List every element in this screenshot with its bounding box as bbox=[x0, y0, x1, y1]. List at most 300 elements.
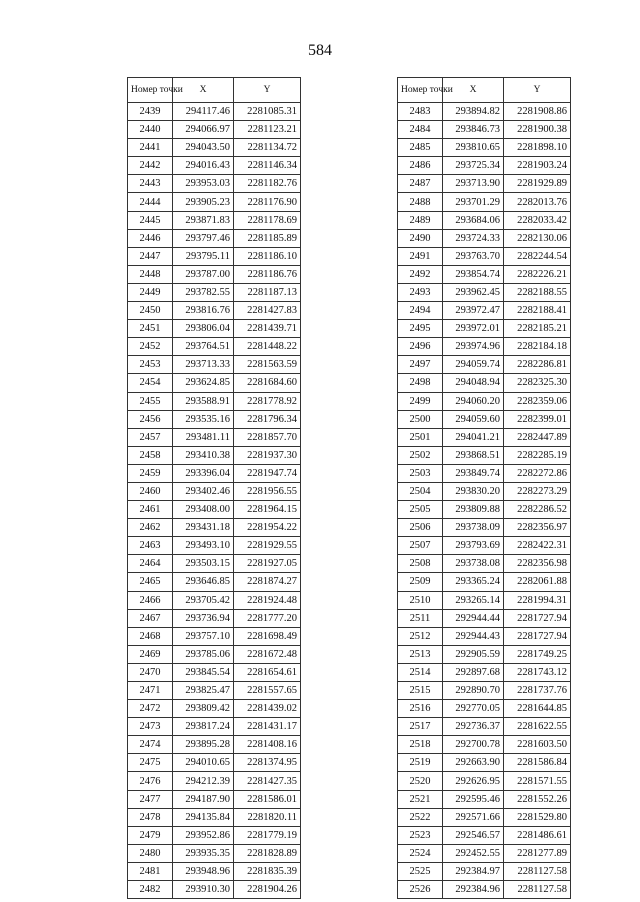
x-coordinate-cell: 293624.85 bbox=[173, 374, 234, 392]
x-coordinate-cell: 293785.06 bbox=[173, 645, 234, 663]
point-number-cell: 2481 bbox=[128, 862, 173, 880]
point-number-cell: 2477 bbox=[128, 790, 173, 808]
x-coordinate-cell: 293757.10 bbox=[173, 627, 234, 645]
y-coordinate-cell: 2281187.13 bbox=[234, 283, 301, 301]
table-row bbox=[398, 464, 571, 482]
x-coordinate-cell: 293830.20 bbox=[443, 482, 504, 500]
table-row bbox=[398, 193, 571, 211]
point-number-cell: 2457 bbox=[128, 428, 173, 446]
table-row bbox=[128, 302, 301, 320]
point-number-cell: 2490 bbox=[398, 229, 443, 247]
x-coordinate-cell: 293535.16 bbox=[173, 410, 234, 428]
table-row bbox=[128, 772, 301, 790]
x-coordinate-cell: 292384.96 bbox=[443, 881, 504, 899]
x-coordinate-cell: 294048.94 bbox=[443, 374, 504, 392]
x-coordinate-cell: 293713.33 bbox=[173, 356, 234, 374]
x-coordinate-cell: 293894.82 bbox=[443, 103, 504, 121]
table-row bbox=[128, 193, 301, 211]
point-number-cell: 2467 bbox=[128, 609, 173, 627]
point-number-cell: 2470 bbox=[128, 663, 173, 681]
x-coordinate-cell: 294010.65 bbox=[173, 754, 234, 772]
y-coordinate-cell: 2281123.21 bbox=[234, 121, 301, 139]
x-coordinate-cell: 293905.23 bbox=[173, 193, 234, 211]
point-number-cell: 2483 bbox=[398, 103, 443, 121]
y-coordinate-cell: 2281374.95 bbox=[234, 754, 301, 772]
table-row bbox=[128, 229, 301, 247]
table-row bbox=[398, 663, 571, 681]
x-coordinate-cell: 292944.44 bbox=[443, 609, 504, 627]
x-coordinate-cell: 292736.37 bbox=[443, 718, 504, 736]
y-coordinate-cell: 2281937.30 bbox=[234, 446, 301, 464]
point-number-cell: 2466 bbox=[128, 591, 173, 609]
table-row bbox=[398, 627, 571, 645]
point-number-cell: 2485 bbox=[398, 139, 443, 157]
y-coordinate-cell: 2282356.97 bbox=[504, 519, 571, 537]
x-coordinate-cell: 292897.68 bbox=[443, 663, 504, 681]
table-row bbox=[398, 772, 571, 790]
y-coordinate-cell: 2281586.84 bbox=[504, 754, 571, 772]
y-coordinate-cell: 2281427.35 bbox=[234, 772, 301, 790]
point-number-cell: 2522 bbox=[398, 808, 443, 826]
point-number-cell: 2475 bbox=[128, 754, 173, 772]
y-coordinate-cell: 2282272.86 bbox=[504, 464, 571, 482]
y-coordinate-cell: 2282033.42 bbox=[504, 211, 571, 229]
y-coordinate-cell: 2282325.30 bbox=[504, 374, 571, 392]
x-coordinate-cell: 292626.95 bbox=[443, 772, 504, 790]
y-coordinate-cell: 2281146.34 bbox=[234, 157, 301, 175]
point-number-cell: 2446 bbox=[128, 229, 173, 247]
point-number-cell: 2454 bbox=[128, 374, 173, 392]
point-number-cell: 2456 bbox=[128, 410, 173, 428]
x-coordinate-cell: 293806.04 bbox=[173, 320, 234, 338]
point-number-cell: 2486 bbox=[398, 157, 443, 175]
point-number-cell: 2445 bbox=[128, 211, 173, 229]
point-number-cell: 2514 bbox=[398, 663, 443, 681]
x-coordinate-cell: 294059.74 bbox=[443, 356, 504, 374]
point-number-cell: 2480 bbox=[128, 844, 173, 862]
column-header-x: X bbox=[443, 78, 504, 103]
point-number-cell: 2488 bbox=[398, 193, 443, 211]
x-coordinate-cell: 293646.85 bbox=[173, 573, 234, 591]
x-coordinate-cell: 294059.60 bbox=[443, 410, 504, 428]
x-coordinate-cell: 293736.94 bbox=[173, 609, 234, 627]
y-coordinate-cell: 2282285.19 bbox=[504, 446, 571, 464]
table-row bbox=[398, 392, 571, 410]
table-row bbox=[128, 501, 301, 519]
point-number-cell: 2474 bbox=[128, 736, 173, 754]
x-coordinate-cell: 293854.74 bbox=[443, 265, 504, 283]
x-coordinate-cell: 292770.05 bbox=[443, 700, 504, 718]
point-number-cell: 2447 bbox=[128, 247, 173, 265]
y-coordinate-cell: 2281737.76 bbox=[504, 682, 571, 700]
table-row bbox=[128, 211, 301, 229]
x-coordinate-cell: 293871.83 bbox=[173, 211, 234, 229]
y-coordinate-cell: 2282422.31 bbox=[504, 537, 571, 555]
y-coordinate-cell: 2282399.01 bbox=[504, 410, 571, 428]
point-number-cell: 2442 bbox=[128, 157, 173, 175]
point-number-cell: 2452 bbox=[128, 338, 173, 356]
table-row bbox=[128, 320, 301, 338]
table-row bbox=[398, 211, 571, 229]
x-coordinate-cell: 293402.46 bbox=[173, 482, 234, 500]
x-coordinate-cell: 292905.59 bbox=[443, 645, 504, 663]
table-row bbox=[398, 555, 571, 573]
y-coordinate-cell: 2281924.48 bbox=[234, 591, 301, 609]
x-coordinate-cell: 293493.10 bbox=[173, 537, 234, 555]
x-coordinate-cell: 293787.00 bbox=[173, 265, 234, 283]
table-row bbox=[398, 609, 571, 627]
y-coordinate-cell: 2282188.55 bbox=[504, 283, 571, 301]
y-coordinate-cell: 2281796.34 bbox=[234, 410, 301, 428]
y-coordinate-cell: 2282188.41 bbox=[504, 302, 571, 320]
y-coordinate-cell: 2281964.15 bbox=[234, 501, 301, 519]
point-number-cell: 2441 bbox=[128, 139, 173, 157]
point-number-cell: 2520 bbox=[398, 772, 443, 790]
x-coordinate-cell: 292384.97 bbox=[443, 862, 504, 880]
point-number-cell: 2497 bbox=[398, 356, 443, 374]
table-header-row bbox=[398, 78, 571, 103]
x-coordinate-cell: 293705.42 bbox=[173, 591, 234, 609]
x-coordinate-cell: 293810.65 bbox=[443, 139, 504, 157]
point-number-cell: 2479 bbox=[128, 826, 173, 844]
y-coordinate-cell: 2281182.76 bbox=[234, 175, 301, 193]
y-coordinate-cell: 2281186.10 bbox=[234, 247, 301, 265]
point-number-cell: 2494 bbox=[398, 302, 443, 320]
x-coordinate-cell: 293974.96 bbox=[443, 338, 504, 356]
y-coordinate-cell: 2281439.02 bbox=[234, 700, 301, 718]
x-coordinate-cell: 292571.66 bbox=[443, 808, 504, 826]
x-coordinate-cell: 292663.90 bbox=[443, 754, 504, 772]
table-row bbox=[398, 808, 571, 826]
table-row bbox=[128, 392, 301, 410]
table-row bbox=[128, 862, 301, 880]
y-coordinate-cell: 2281586.01 bbox=[234, 790, 301, 808]
table-row bbox=[398, 175, 571, 193]
y-coordinate-cell: 2281529.80 bbox=[504, 808, 571, 826]
x-coordinate-cell: 293948.96 bbox=[173, 862, 234, 880]
y-coordinate-cell: 2281927.05 bbox=[234, 555, 301, 573]
table-row bbox=[398, 428, 571, 446]
point-number-cell: 2478 bbox=[128, 808, 173, 826]
y-coordinate-cell: 2281185.89 bbox=[234, 229, 301, 247]
point-number-cell: 2450 bbox=[128, 302, 173, 320]
y-coordinate-cell: 2281085.31 bbox=[234, 103, 301, 121]
x-coordinate-cell: 294060.20 bbox=[443, 392, 504, 410]
point-number-cell: 2444 bbox=[128, 193, 173, 211]
x-coordinate-cell: 293410.38 bbox=[173, 446, 234, 464]
table-row bbox=[128, 808, 301, 826]
x-coordinate-cell: 292890.70 bbox=[443, 682, 504, 700]
x-coordinate-cell: 293763.70 bbox=[443, 247, 504, 265]
y-coordinate-cell: 2281743.12 bbox=[504, 663, 571, 681]
x-coordinate-cell: 294187.90 bbox=[173, 790, 234, 808]
point-number-cell: 2501 bbox=[398, 428, 443, 446]
x-coordinate-cell: 293588.91 bbox=[173, 392, 234, 410]
point-number-cell: 2443 bbox=[128, 175, 173, 193]
point-number-cell: 2449 bbox=[128, 283, 173, 301]
x-coordinate-cell: 293738.09 bbox=[443, 519, 504, 537]
point-number-cell: 2462 bbox=[128, 519, 173, 537]
point-number-cell: 2518 bbox=[398, 736, 443, 754]
table-row bbox=[398, 591, 571, 609]
y-coordinate-cell: 2282061.88 bbox=[504, 573, 571, 591]
x-coordinate-cell: 294066.97 bbox=[173, 121, 234, 139]
y-coordinate-cell: 2281903.24 bbox=[504, 157, 571, 175]
table-row bbox=[398, 121, 571, 139]
x-coordinate-cell: 293797.46 bbox=[173, 229, 234, 247]
table-row bbox=[398, 338, 571, 356]
table-row bbox=[398, 736, 571, 754]
table-row bbox=[398, 682, 571, 700]
x-coordinate-cell: 293701.29 bbox=[443, 193, 504, 211]
x-coordinate-cell: 293809.42 bbox=[173, 700, 234, 718]
table-row bbox=[398, 573, 571, 591]
table-row bbox=[398, 410, 571, 428]
point-number-cell: 2521 bbox=[398, 790, 443, 808]
table-row bbox=[128, 826, 301, 844]
y-coordinate-cell: 2281898.10 bbox=[504, 139, 571, 157]
table-row bbox=[128, 573, 301, 591]
x-coordinate-cell: 293935.35 bbox=[173, 844, 234, 862]
y-coordinate-cell: 2282244.54 bbox=[504, 247, 571, 265]
table-row bbox=[128, 555, 301, 573]
x-coordinate-cell: 293845.54 bbox=[173, 663, 234, 681]
x-coordinate-cell: 293910.30 bbox=[173, 881, 234, 899]
table-row bbox=[128, 790, 301, 808]
y-coordinate-cell: 2281176.90 bbox=[234, 193, 301, 211]
y-coordinate-cell: 2281828.89 bbox=[234, 844, 301, 862]
point-number-cell: 2458 bbox=[128, 446, 173, 464]
point-number-cell: 2511 bbox=[398, 609, 443, 627]
y-coordinate-cell: 2281178.69 bbox=[234, 211, 301, 229]
table-row bbox=[128, 103, 301, 121]
y-coordinate-cell: 2281408.16 bbox=[234, 736, 301, 754]
table-row bbox=[398, 283, 571, 301]
y-coordinate-cell: 2281134.72 bbox=[234, 139, 301, 157]
y-coordinate-cell: 2281929.55 bbox=[234, 537, 301, 555]
table-row bbox=[398, 754, 571, 772]
point-number-cell: 2507 bbox=[398, 537, 443, 555]
point-number-cell: 2439 bbox=[128, 103, 173, 121]
coordinates-table-left bbox=[127, 77, 301, 899]
point-number-cell: 2513 bbox=[398, 645, 443, 663]
table-row bbox=[128, 338, 301, 356]
table-row bbox=[128, 881, 301, 899]
table-row bbox=[128, 410, 301, 428]
column-header-point: Номер точки bbox=[128, 78, 173, 103]
y-coordinate-cell: 2281557.65 bbox=[234, 682, 301, 700]
point-number-cell: 2493 bbox=[398, 283, 443, 301]
table-row bbox=[128, 627, 301, 645]
point-number-cell: 2509 bbox=[398, 573, 443, 591]
x-coordinate-cell: 293816.76 bbox=[173, 302, 234, 320]
x-coordinate-cell: 293972.01 bbox=[443, 320, 504, 338]
point-number-cell: 2524 bbox=[398, 844, 443, 862]
y-coordinate-cell: 2281672.48 bbox=[234, 645, 301, 663]
point-number-cell: 2460 bbox=[128, 482, 173, 500]
y-coordinate-cell: 2281929.89 bbox=[504, 175, 571, 193]
point-number-cell: 2502 bbox=[398, 446, 443, 464]
point-number-cell: 2508 bbox=[398, 555, 443, 573]
x-coordinate-cell: 292700.78 bbox=[443, 736, 504, 754]
x-coordinate-cell: 292546.57 bbox=[443, 826, 504, 844]
column-header-x: X bbox=[173, 78, 234, 103]
y-coordinate-cell: 2281749.25 bbox=[504, 645, 571, 663]
table-row bbox=[398, 862, 571, 880]
y-coordinate-cell: 2282184.18 bbox=[504, 338, 571, 356]
point-number-cell: 2464 bbox=[128, 555, 173, 573]
point-number-cell: 2495 bbox=[398, 320, 443, 338]
y-coordinate-cell: 2281900.38 bbox=[504, 121, 571, 139]
point-number-cell: 2482 bbox=[128, 881, 173, 899]
y-coordinate-cell: 2281439.71 bbox=[234, 320, 301, 338]
table-header-row bbox=[128, 78, 301, 103]
table-row bbox=[398, 881, 571, 899]
table-row bbox=[398, 645, 571, 663]
x-coordinate-cell: 294016.43 bbox=[173, 157, 234, 175]
point-number-cell: 2500 bbox=[398, 410, 443, 428]
x-coordinate-cell: 293265.14 bbox=[443, 591, 504, 609]
y-coordinate-cell: 2281908.86 bbox=[504, 103, 571, 121]
point-number-cell: 2523 bbox=[398, 826, 443, 844]
y-coordinate-cell: 2281654.61 bbox=[234, 663, 301, 681]
table-row bbox=[128, 682, 301, 700]
point-number-cell: 2451 bbox=[128, 320, 173, 338]
table-row bbox=[398, 320, 571, 338]
x-coordinate-cell: 293868.51 bbox=[443, 446, 504, 464]
table-row bbox=[128, 754, 301, 772]
x-coordinate-cell: 293503.15 bbox=[173, 555, 234, 573]
x-coordinate-cell: 293793.69 bbox=[443, 537, 504, 555]
table-row bbox=[128, 844, 301, 862]
table-row bbox=[398, 302, 571, 320]
point-number-cell: 2440 bbox=[128, 121, 173, 139]
point-number-cell: 2463 bbox=[128, 537, 173, 555]
y-coordinate-cell: 2281779.19 bbox=[234, 826, 301, 844]
point-number-cell: 2504 bbox=[398, 482, 443, 500]
table-row bbox=[398, 790, 571, 808]
table-row bbox=[398, 446, 571, 464]
point-number-cell: 2465 bbox=[128, 573, 173, 591]
table-row bbox=[398, 718, 571, 736]
x-coordinate-cell: 294135.84 bbox=[173, 808, 234, 826]
table-row bbox=[398, 103, 571, 121]
table-row bbox=[128, 736, 301, 754]
point-number-cell: 2519 bbox=[398, 754, 443, 772]
x-coordinate-cell: 293825.47 bbox=[173, 682, 234, 700]
point-number-cell: 2469 bbox=[128, 645, 173, 663]
table-row bbox=[128, 609, 301, 627]
x-coordinate-cell: 293849.74 bbox=[443, 464, 504, 482]
table-row bbox=[398, 247, 571, 265]
table-row bbox=[128, 537, 301, 555]
table-row bbox=[128, 374, 301, 392]
column-header-y: Y bbox=[504, 78, 571, 103]
y-coordinate-cell: 2281186.76 bbox=[234, 265, 301, 283]
point-number-cell: 2473 bbox=[128, 718, 173, 736]
x-coordinate-cell: 293724.33 bbox=[443, 229, 504, 247]
table-row bbox=[128, 175, 301, 193]
y-coordinate-cell: 2281563.59 bbox=[234, 356, 301, 374]
x-coordinate-cell: 293952.86 bbox=[173, 826, 234, 844]
y-coordinate-cell: 2282273.29 bbox=[504, 482, 571, 500]
y-coordinate-cell: 2281644.85 bbox=[504, 700, 571, 718]
y-coordinate-cell: 2281127.58 bbox=[504, 862, 571, 880]
column-header-y: Y bbox=[234, 78, 301, 103]
table-row bbox=[128, 446, 301, 464]
x-coordinate-cell: 294117.46 bbox=[173, 103, 234, 121]
y-coordinate-cell: 2281727.94 bbox=[504, 609, 571, 627]
y-coordinate-cell: 2281698.49 bbox=[234, 627, 301, 645]
table-row bbox=[398, 826, 571, 844]
table-row bbox=[398, 265, 571, 283]
table-row bbox=[398, 482, 571, 500]
x-coordinate-cell: 293738.08 bbox=[443, 555, 504, 573]
point-number-cell: 2468 bbox=[128, 627, 173, 645]
y-coordinate-cell: 2281778.92 bbox=[234, 392, 301, 410]
x-coordinate-cell: 293953.03 bbox=[173, 175, 234, 193]
x-coordinate-cell: 293725.34 bbox=[443, 157, 504, 175]
point-number-cell: 2476 bbox=[128, 772, 173, 790]
y-coordinate-cell: 2282226.21 bbox=[504, 265, 571, 283]
x-coordinate-cell: 293764.51 bbox=[173, 338, 234, 356]
y-coordinate-cell: 2282447.89 bbox=[504, 428, 571, 446]
y-coordinate-cell: 2282286.81 bbox=[504, 356, 571, 374]
y-coordinate-cell: 2281820.11 bbox=[234, 808, 301, 826]
x-coordinate-cell: 293895.28 bbox=[173, 736, 234, 754]
point-number-cell: 2472 bbox=[128, 700, 173, 718]
x-coordinate-cell: 293809.88 bbox=[443, 501, 504, 519]
table-row bbox=[128, 645, 301, 663]
point-number-cell: 2517 bbox=[398, 718, 443, 736]
y-coordinate-cell: 2281431.17 bbox=[234, 718, 301, 736]
point-number-cell: 2459 bbox=[128, 464, 173, 482]
x-coordinate-cell: 292944.43 bbox=[443, 627, 504, 645]
y-coordinate-cell: 2282286.52 bbox=[504, 501, 571, 519]
x-coordinate-cell: 293431.18 bbox=[173, 519, 234, 537]
y-coordinate-cell: 2281904.26 bbox=[234, 881, 301, 899]
point-number-cell: 2499 bbox=[398, 392, 443, 410]
table-row bbox=[128, 265, 301, 283]
table-row bbox=[128, 157, 301, 175]
x-coordinate-cell: 293962.45 bbox=[443, 283, 504, 301]
x-coordinate-cell: 293365.24 bbox=[443, 573, 504, 591]
point-number-cell: 2505 bbox=[398, 501, 443, 519]
x-coordinate-cell: 293408.00 bbox=[173, 501, 234, 519]
y-coordinate-cell: 2282130.06 bbox=[504, 229, 571, 247]
x-coordinate-cell: 293396.04 bbox=[173, 464, 234, 482]
y-coordinate-cell: 2281835.39 bbox=[234, 862, 301, 880]
table-row bbox=[398, 139, 571, 157]
x-coordinate-cell: 293817.24 bbox=[173, 718, 234, 736]
point-number-cell: 2455 bbox=[128, 392, 173, 410]
y-coordinate-cell: 2282013.76 bbox=[504, 193, 571, 211]
y-coordinate-cell: 2281684.60 bbox=[234, 374, 301, 392]
point-number-cell: 2510 bbox=[398, 591, 443, 609]
x-coordinate-cell: 293972.47 bbox=[443, 302, 504, 320]
y-coordinate-cell: 2281956.55 bbox=[234, 482, 301, 500]
table-row bbox=[128, 356, 301, 374]
point-number-cell: 2496 bbox=[398, 338, 443, 356]
x-coordinate-cell: 294043.50 bbox=[173, 139, 234, 157]
point-number-cell: 2516 bbox=[398, 700, 443, 718]
y-coordinate-cell: 2281874.27 bbox=[234, 573, 301, 591]
y-coordinate-cell: 2281552.26 bbox=[504, 790, 571, 808]
y-coordinate-cell: 2281727.94 bbox=[504, 627, 571, 645]
y-coordinate-cell: 2281777.20 bbox=[234, 609, 301, 627]
table-row bbox=[128, 663, 301, 681]
y-coordinate-cell: 2281448.22 bbox=[234, 338, 301, 356]
